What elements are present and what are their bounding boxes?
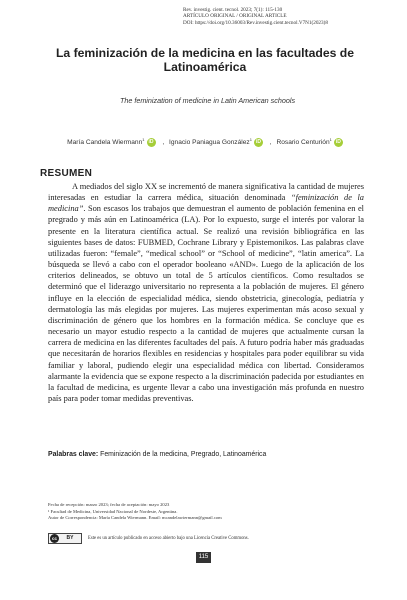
author-affiliation-mark: 1 [142, 137, 145, 142]
creative-commons-badge[interactable] [48, 533, 82, 544]
author-name: María Candela Wiermann [67, 139, 143, 147]
cc-by-label: BY [66, 535, 74, 541]
orcid-icon[interactable]: iD [335, 138, 341, 145]
license-text: Este es un artículo publicado en acceso abierto bajo una Licencia Creative Commons. [88, 535, 249, 541]
orcid-icon[interactable]: iD [255, 138, 261, 145]
abstract-body [48, 181, 364, 404]
abstract-heading: RESUMEN [40, 168, 93, 179]
doi-link[interactable]: DOI: https://doi.org/10.36003/Rev.investig.cient.tecnol.V7N1(2023)8 [183, 19, 328, 26]
author-affiliation-mark: 1 [249, 137, 252, 142]
author-separator: , [269, 139, 272, 147]
article-title: La feminización de la medicina en las facultades de Latinoamérica [55, 46, 355, 74]
journal-citation: Rev. investig. cient. tecnol. 2023; 7(1): 115-130 [183, 7, 283, 13]
abstract-text-start: A mediados del siglo XX se incrementó de manera significativa la cantidad de mujeres interesadas en estudiar la carrera médica, situación denominada [48, 182, 364, 203]
article-subtitle: The feminization of medicine in Latin American schools [119, 96, 296, 105]
footnotes [48, 502, 348, 522]
article-type: ARTÍCULO ORIGINAL / ORIGINAL ARTICLE [183, 13, 287, 20]
abstract-text-rest: . Son escasos los trabajos que demuestran el aumento de población femenina en el pregrado y más aún en Latinoamérica (LA). Por lo expuesto, surge el interés por valorar la presente en la literatura científica actual. Se realizó una revisión bibliográfica en las siguientes bases de datos: FUBMED, Cochrane Library y Epistemonikos. Las palabras clave utilizadas fueron: “female”, “medical school” or “School of medicine”, “latin america”. La búsqueda se llevó a cabo con el operador booleano «AND». Luego de la aplicación de los criterios delineados, se obtuvo un total de 5 artículos científicos. Como resultados se determinó que el liderazgo universitario no representa a la población de mujeres. El género influye en la elección de especialidad médica, siendo obstetricia, ginecología, pediatría y dermatología las más elegidas por mujeres. Las mujeres experimentan más acoso sexual y discriminación de género que los hombres en la formación médica. Se concluye que es necesario un mayor estudio respecto a la cantidad de mujeres que actualmente cursan la carrera de medicina en las diferentes facultades del país. A futuro podría haber más graduadas que necesitarán de horarios flexibles en residencias y hospitales para poder equilibrar su vida familiar y laboral, pudiendo elegir una especialidad médica con libertad. Consideramos alarmante la evidencia que se expone respecto a la discriminación padecida por estudiantes en la facultad de medicina, es urgente llevar a cabo una investigación más profunda en nuestro país para poder tomar medidas preventivas. [48, 204, 364, 403]
journal-header [183, 7, 393, 26]
author-affiliation-mark: 1 [329, 137, 332, 142]
abstract-italic-term: “feminización de la medicina” [48, 193, 364, 214]
footnote-dates: Fecha de recepción: marzo 2023; fecha de aceptación: mayo 2023 [48, 502, 170, 507]
orcid-icon[interactable]: iD [148, 138, 154, 145]
author-name: Ignacio Paniagua González [169, 139, 250, 147]
cc-icon: cc [51, 535, 57, 541]
author-list [36, 137, 376, 147]
keywords-line [48, 451, 364, 458]
footnote-affiliation: ¹ Facultad de Medicina, Universidad Nacional de Nordeste, Argentina. [48, 508, 178, 514]
author-name: Rosario Centurión [276, 139, 330, 147]
keywords-value: Feminización de la medicina, Pregrado, Latinoamérica [100, 451, 267, 458]
page-number: 115 [196, 552, 211, 563]
keywords-label: Palabras clave: [48, 451, 99, 458]
footnote-correspondence: Autor de Correspondencia: María Candela Wiermann. Email: mcandelawiermann@gmail.com [48, 515, 222, 521]
author-separator: , [162, 139, 165, 147]
license-row [48, 532, 368, 544]
